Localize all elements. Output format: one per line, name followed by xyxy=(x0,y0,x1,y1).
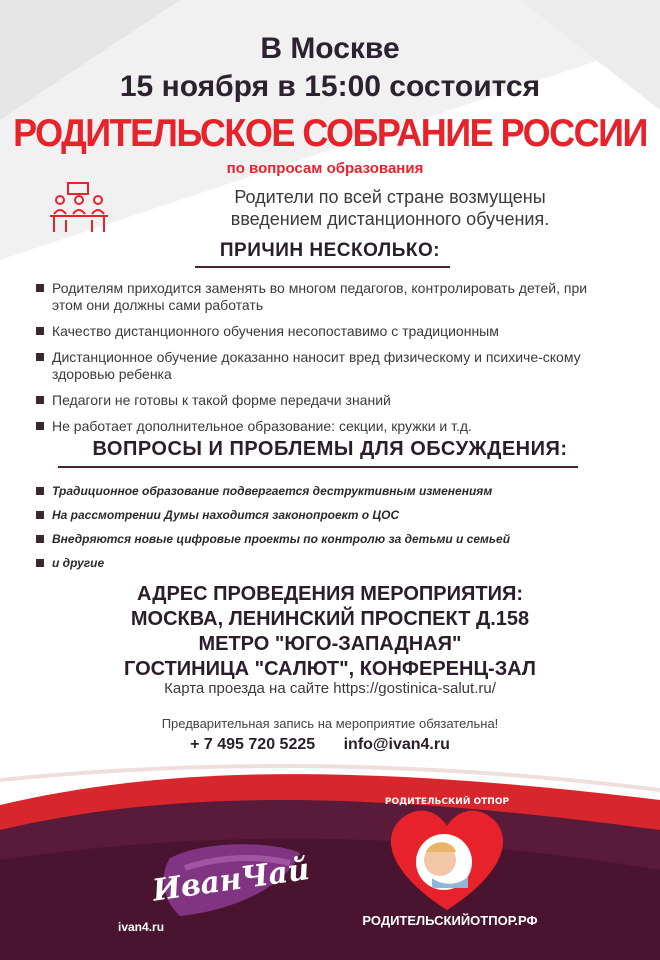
list-item: и другие xyxy=(36,556,596,570)
address-metro: МЕТРО "ЮГО-ЗАПАДНАЯ" xyxy=(198,633,462,655)
list-item: Традиционное образование подвергается деструктивным изменениям xyxy=(36,484,596,498)
reasons-underline xyxy=(195,266,450,268)
list-item: Внедряются новые цифровые проекты по контролю за детьми и семьей xyxy=(36,532,596,546)
email-address[interactable]: info@ivan4.ru xyxy=(343,736,450,753)
list-item: Дистанционное обучение доказанно наносит вред физическому и психиче-скому здоровью ребенка xyxy=(36,349,596,383)
issues-list xyxy=(36,484,596,580)
site-right-link[interactable]: РОДИТЕЛЬСКИЙОТПОР.РФ xyxy=(362,913,538,928)
event-title: РОДИТЕЛЬСКОЕ СОБРАНИЕ РОССИИ xyxy=(13,110,647,155)
bg-maroon-wave-2 xyxy=(0,839,660,960)
list-item: На рассмотрении Думы находится законопроект о ЦОС xyxy=(36,508,596,522)
list-item: Качество дистанционного обучения несопоставимо с традиционным xyxy=(36,323,596,340)
list-item: Педагоги не готовы к такой форме передачи знаний xyxy=(36,392,596,409)
otpor-logo xyxy=(372,790,522,920)
phone-number[interactable]: + 7 495 720 5225 xyxy=(190,736,316,753)
meeting-icon xyxy=(46,180,112,234)
address-street: МОСКВА, ЛЕНИНСКИЙ ПРОСПЕКТ Д.158 xyxy=(130,608,530,630)
ivan-chai-logo: ИванЧай xyxy=(150,852,312,909)
issues-heading: ВОПРОСЫ И ПРОБЛЕМЫ ДЛЯ ОБСУЖДЕНИЯ: xyxy=(92,438,568,460)
registration-note: Предварительная запись на мероприятие обязательна! xyxy=(161,716,499,731)
contacts xyxy=(0,736,640,754)
address-venue: ГОСТИНИЦА "САЛЮТ", КОНФЕРЕНЦ-ЗАЛ xyxy=(124,658,536,680)
reasons-list xyxy=(36,280,596,444)
list-item: Не работает дополнительное образование: секции, кружки и т.д. xyxy=(36,418,596,435)
address-heading: АДРЕС ПРОВЕДЕНИЯ МЕРОПРИЯТИЯ: xyxy=(137,583,523,605)
intro-line-2: введением дистанционного обучения. xyxy=(230,209,550,229)
issues-underline xyxy=(58,466,578,468)
list-item: Родителям приходится заменять во многом педагогов, контролировать детей, при этом они должны сами работать xyxy=(36,280,596,314)
event-subtitle: по вопросам образования xyxy=(226,160,424,177)
intro-text xyxy=(130,186,650,230)
site-left-link[interactable]: ivan4.ru xyxy=(118,920,165,934)
map-link[interactable]: Карта проезда на сайте https://gostinica-salut.ru/ xyxy=(164,680,496,697)
city-heading: В Москве xyxy=(260,32,400,65)
date-heading: 15 ноября в 15:00 состоится xyxy=(119,70,541,103)
intro-line-1: Родители по всей стране возмущены xyxy=(234,187,546,207)
reasons-heading: ПРИЧИН НЕСКОЛЬКО: xyxy=(219,240,441,261)
otpor-logo-text: РОДИТЕЛЬСКИЙ ОТПОР xyxy=(384,797,510,807)
